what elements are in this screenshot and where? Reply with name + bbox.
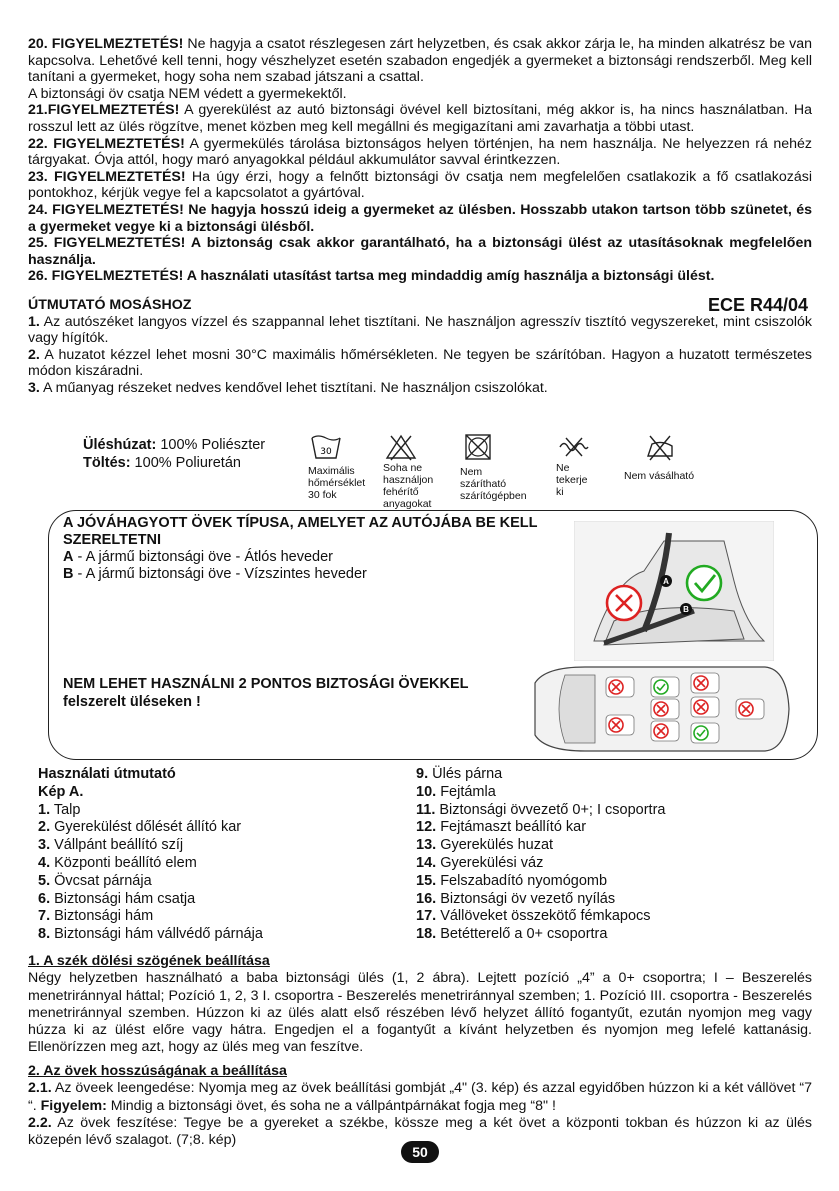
warning-item: A biztonsági öv csatja NEM védett a gyermekektől. <box>28 85 347 102</box>
parts-left <box>38 766 398 944</box>
no-wring-icon <box>556 432 592 462</box>
wash-30-icon <box>308 432 344 462</box>
part-item: 5. Övcsat párnája <box>38 872 152 889</box>
allowed-icon <box>694 726 708 740</box>
two-point-belt-warning: NEM LEHET HASZNÁLNI 2 PONTOS BIZTOSÁGI ÖVEKKEL felszerelt üléseken ! <box>63 676 469 710</box>
warnings-block <box>28 36 812 396</box>
part-item: 2. Gyerekülést dőlését állító kar <box>38 819 242 836</box>
no-iron-icon <box>642 432 678 462</box>
wash-item: 2. A huzatot kézzel lehet mosni 30°C maximális hőmérsékleten. Ne tegyen be szárítóban. Hagyon a huzatott természetes módon kiszáradni. <box>28 346 812 380</box>
svg-text:30: 30 <box>320 447 332 457</box>
car-seat-illustration <box>574 521 774 661</box>
part-item: 3. Vállpánt beállító szíj <box>38 837 184 854</box>
part-item: 15. Felszabadító nyomógomb <box>416 872 608 889</box>
part-item: 8. Biztonsági hám vállvédő párnája <box>38 926 263 943</box>
part-item: 7. Biztonsági hám <box>38 908 154 925</box>
section2-heading: 2. Az övek hosszúságának a beállítása <box>28 1063 287 1079</box>
section2-item: 2.1. Az öveek leengedése: Nyomja meg az övek beállítási gombját „4" (3. kép) és azzal egyidőben húzzon ki a két vállövet “7 “. Figyelem: Mindig a biztonsági övet, és soha ne a vállpántpárnákat fogja meg “8" ! <box>28 1080 812 1114</box>
warning-item: 20. FIGYELMEZTETÉS! Ne hagyja a csatot részlegesen zárt helyzetben, és csak akkor zárja le, ha minden alkatrész be van kapcsolva. Lehetővé kell tenni, hogy vészhelyzet esetén szabadon engedjék a gyermeket a biztonsági rendszerből. Meg kell tanítani a gyermeket, hogy soha nem szabad játszani a csattal. <box>28 36 812 86</box>
part-item: 1. Talp <box>38 801 81 818</box>
belt-types <box>63 515 563 583</box>
part-item: 17. Vállöveket összekötő fémkapocs <box>416 908 651 925</box>
ece-standard: ECE R44/04 <box>707 294 808 315</box>
part-item: 18. Betétterelő a 0+ csoportra <box>416 926 608 943</box>
belt-a: A - A jármű biztonsági öve - Átlós heveder <box>63 549 334 565</box>
care-symbol-wash: 30 Maximális hőmérséklet 30 fok <box>308 432 365 501</box>
parts-right <box>416 766 796 944</box>
part-item: 13. Gyerekülés huzat <box>416 837 554 854</box>
car-top-view-illustration <box>525 663 795 755</box>
part-item: 6. Biztonsági hám csatja <box>38 890 196 907</box>
care-symbol-iron: Nem vásálható <box>624 432 694 482</box>
materials <box>83 436 265 472</box>
page-number: 50 <box>401 1141 439 1163</box>
section2-item: 2.2. Az övek feszítése: Tegye be a gyereket a székbe, kösszе meg a két övet a központi tokban és húzzon ki az ülés közepén lévő szalagot. (7;8. kép) <box>28 1114 812 1149</box>
no-tumble-dry-icon <box>460 432 496 462</box>
manual-title: Használati útmutató <box>38 766 176 782</box>
section1-heading: 1. A szék dölési szögének beállítása <box>28 953 270 969</box>
svg-text:A: A <box>663 577 669 586</box>
care-symbol-wring: Ne tekerje ki <box>556 432 592 498</box>
part-item: 9. Ülés párna <box>416 766 503 782</box>
section-recline <box>28 953 812 1057</box>
care-symbol-bleach: Soha ne használjon fehérítő anyagokat <box>383 432 433 510</box>
allowed-icon <box>654 680 668 694</box>
no-bleach-icon <box>383 432 419 462</box>
warning-item: 21.FIGYELMEZTETÉS! A gyerekülést az autó biztonsági övével kell biztosítani, még akkor is, ha nincs használatban. Ha rosszul lett az ülés rögzítve, menet közben meg kell megállni és megigazítani ami zavarhatja a többi utast. <box>28 102 812 135</box>
part-item: 4. Központi beállító elem <box>38 854 197 871</box>
wash-instructions <box>28 314 812 397</box>
warning-item: 23. FIGYELMEZTETÉS! Ha úgy érzi, hogy a felnőtt biztonsági öv csatja nem megfelelően csatlakozik a fő csatlakozási pontokhoz, kérjük vegye fel a kapcsolatot a gyártóval. <box>28 168 812 202</box>
manual-subtitle: Kép A. <box>38 783 84 800</box>
wash-header <box>28 294 812 315</box>
svg-text:B: B <box>683 605 689 614</box>
section-belt-length <box>28 1063 812 1149</box>
part-item: 11. Biztonsági övvezető 0+; I csoportra <box>416 801 666 818</box>
warning-item: 24. FIGYELMEZTETÉS! Ne hagyja hosszú ideig a gyermeket az ülésben. Hosszabb utakon tartson több szünetet, és a gyermeket vegye ki a biztonsági ülésből. <box>28 201 812 235</box>
wash-title: ÚTMUTATÓ MOSÁSHOZ <box>28 296 192 313</box>
part-item: 12. Fejtámaszt beállító kar <box>416 819 587 836</box>
warning-item: 26. FIGYELMEZTETÉS! A használati utasítást tartsa meg mindaddig amíg használja a biztonsági ülést. <box>28 268 715 285</box>
care-symbol-dryer: Nem szárítható szárítógépben <box>460 432 527 502</box>
warning-item: 22. FIGYELMEZTETÉS! A gyermekülés tárolása biztonságos helyen történjen, ha nem használja. Ne helyezzen rá nehéz tárgyakat. Óvja attól, hogy maró anyagokkal például akkumulátor savval érintkezzen. <box>28 135 812 169</box>
wash-item: 1. Az autószéket langyos vízzel és szappannal lehet tisztítani. Ne használjon agresszív tisztító vegyszereket, mint csiszolók vagy hígítók. <box>28 313 812 347</box>
belt-info-box <box>48 510 818 760</box>
material-cover: Üléshúzat: 100% Poliészter <box>83 437 266 453</box>
wash-item: 3. A műanyag részeket nedves kendővel lehet tisztítani. Ne használjon csiszolókat. <box>28 379 548 396</box>
belt-b: B - A jármű biztonsági öve - Vízszintes heveder <box>63 566 367 582</box>
belt-title: A JÓVÁHAGYOTT ÖVEK TÍPUSA, AMELYET AZ AUTÓJÁBA BE KELL SZERELTETNI <box>63 515 538 548</box>
part-item: 16. Biztonsági öv vezető nyílás <box>416 890 616 907</box>
section1-body: Négy helyzetben használható a baba biztonsági ülés (1, 2 ábra). Lejtett pozíció „4” a 0+ csoportra; I – Beszerelés menetriránnyal háttal; Pozíció 1, 2, 3 I. csoportra - Beszerelés menetriránnyal szemben; 1. Pozíció III. csoportra - Beszerelés menetriránnyal szemben. Húzzon ki az ülés alatt első részében lévő helyzet állító fogantyűt, ezután nyomjon meg vagy húzza ki az ülést előre vagy hátra. Engedjen el a fogantyűt a kívánt helyzetben és nyomjon meg lefelé kattanásig. Ellenörízzen meg azt, hogy az ülés meg van feszítve. <box>28 970 812 1056</box>
part-item: 14. Gyerekülési váz <box>416 854 544 871</box>
part-item: 10. Fejtámla <box>416 783 496 800</box>
correct-icon <box>687 566 721 600</box>
warning-item: 25. FIGYELMEZTETÉS! A biztonság csak akkor garantálható, ha a biztonsági ülést az utasításoknak megfelelően használja. <box>28 235 812 268</box>
material-filling: Töltés: 100% Poliuretán <box>83 455 241 471</box>
